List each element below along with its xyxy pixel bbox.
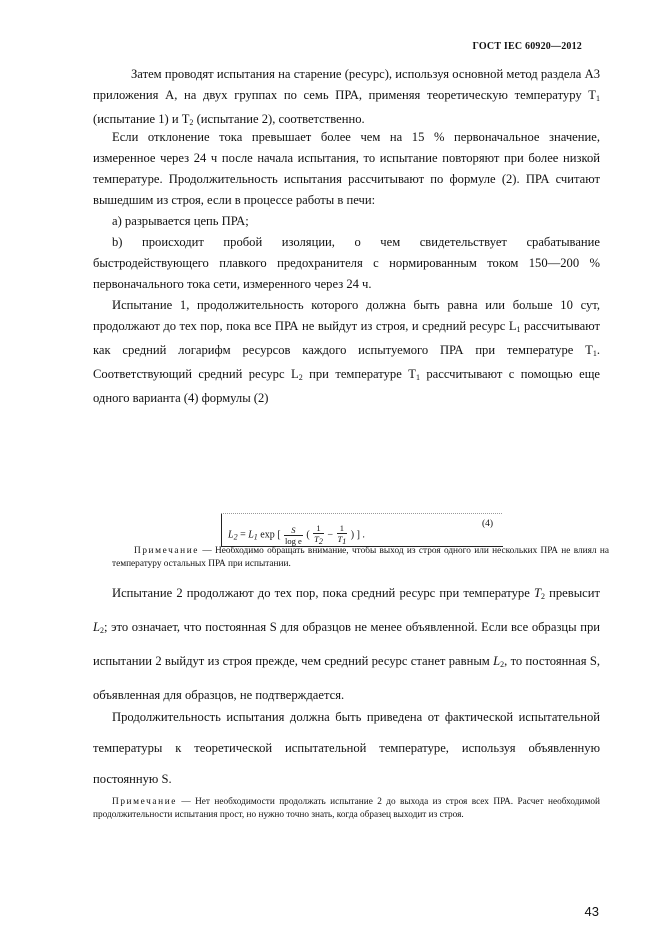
fraction-1-over-t1: $\frac{1}{T_1}$ <box>337 523 347 546</box>
p7-text: Продолжительность испытания должна быть приведена от фактической испытательной температуры к теоретической испытательной температуре, используя объявленную постоянную S. <box>93 710 600 786</box>
formula-4 <box>221 514 503 547</box>
p6-text: ; это означает, что постоянная S для образцов не менее объявленной. Если все образцы при испытании 2 выйдут из строя прежде, чем средний ресурс станет равным <box>93 620 600 668</box>
note-label: Примечание <box>112 797 177 807</box>
p1-text: Затем проводят испытания на старение (ресурс), используя основной метод раздела А3 приложения А, на двух группах по семь ПРА, применяя теоретическую температуру T <box>93 67 600 102</box>
p4-text: b) происходит пробой изоляции, о чем свидетельствует срабатывание быстродействующего плавкого предохранителя с нормированным током 150—200 % первоначального тока сети, измеренного через 24 ч. <box>93 235 600 291</box>
paragraph-5 <box>93 295 600 409</box>
paragraph-6: Испытание 2 продолжают до тех пор, пока средний ресурс при температуре $T_2$ превысит $L_2$; это означает, что постоянная S для образцов не менее объявленной. Если все образцы при испытании 2 выйдут из строя прежде, чем средний ресурс станет равным $L_2$, то постоянная S, объявленная для образцов, не подтверждается. <box>93 586 601 702</box>
p5-sub: 1 <box>516 325 521 334</box>
p3-text: а) разрывается цепь ПРА; <box>112 214 249 228</box>
p5-sub: 2 <box>298 373 303 382</box>
p1-end: (испытание 2), соответственно. <box>193 112 365 126</box>
p5-text: при температуре T <box>302 367 416 381</box>
p5-text: рассчитывают как средний логарифм ресурсов каждого испытуемого ПРА при температуре T <box>93 319 601 357</box>
formula-number: (4) <box>482 519 494 529</box>
note-text: — Нет необходимости продолжать испытание 2 до выхода из строя всех ПРА. Расчет необходимой продолжительности испытания прост, но нужно точно знать, когда образец выходит из строя. <box>93 797 600 820</box>
note-text: — Необходимо обращать внимание, чтобы выход из строя одного или нескольких ПРА не влиял на температуру остальных ПРА при испытании. <box>112 546 609 569</box>
paragraph-3 <box>93 211 600 232</box>
note-2 <box>93 796 600 821</box>
p6-text: , то постоянная S, объявленная для образцов, не подтверждается. <box>93 654 600 702</box>
p1-mid: (испытание 1) и T <box>93 112 190 126</box>
paragraph-1 <box>93 64 600 133</box>
fraction-1-over-t2: $\frac{1}{T_2}$ <box>314 523 323 546</box>
paragraph-4 <box>93 232 600 295</box>
p5-text: рассчитывают с помощью еще одного варианта (4) формулы (2) <box>93 367 601 405</box>
standard-header: ГОСТ IEC 60920—2012 <box>472 41 582 52</box>
p5-sub: 1 <box>415 373 420 382</box>
p6-text: Испытание 2 продолжают до тех пор, пока средний ресурс при температуре <box>112 586 534 600</box>
note-1 <box>112 545 609 570</box>
note-label: Примечание <box>134 546 199 556</box>
p6-text: превысит <box>544 586 601 600</box>
page-number: 43 <box>584 904 599 919</box>
formula-expression: $L_2 = L_1$ exp [ $\frac{S}{\text{log e}}$ ( $\frac{1}{T_2}$ − $\frac{1}{T_1}$ ) ] . <box>228 523 365 546</box>
p5-text: . Соответствующий средний ресурс L <box>93 343 600 381</box>
p5-sub: 1 <box>592 349 597 358</box>
paragraph-7 <box>93 702 600 795</box>
p5-text: Испытание 1, продолжительность которого должна быть равна или больше 10 сут, продолжают до тех пор, пока все ПРА не выйдут из строя, и средний ресурс L <box>93 298 600 333</box>
p2-text: Если отклонение тока превышает более чем на 15 % первоначальное значение, измеренное через 24 ч после начала испытания, то испытание повторяют при более низкой температуре. Продолжительность испытания рассчитывают по формуле (2). ПРА считают вышедшим из строя, если в процессе работы в печи: <box>93 130 600 207</box>
p1-sub: 2 <box>189 118 194 127</box>
paragraph-2 <box>93 127 600 211</box>
fraction-s-over-loge: $\frac{S}{\text{log e}}$ <box>285 524 302 546</box>
p1-sub: 1 <box>596 94 600 103</box>
